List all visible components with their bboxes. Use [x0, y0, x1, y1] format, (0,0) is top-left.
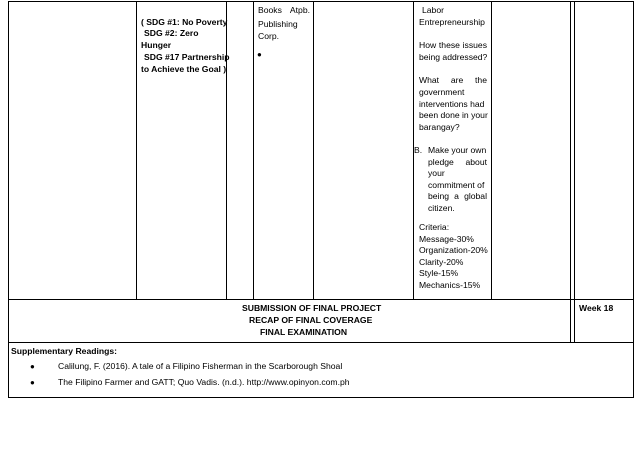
task-labor: Labor: [422, 5, 444, 15]
item-b-marker: B.: [414, 145, 423, 155]
question-word: are: [450, 75, 464, 85]
week-label: Week 18: [579, 303, 614, 313]
question-word: the: [475, 75, 487, 85]
resource-line-2: Publishing: [258, 19, 298, 29]
final-exam-line: FINAL EXAMINATION: [260, 327, 348, 337]
table-border-left: [8, 1, 9, 398]
sdg-line-2: SDG #2: Zero: [144, 28, 199, 38]
criteria-heading: Criteria:: [419, 222, 450, 232]
question-2-line-2: government: [419, 87, 465, 97]
resource-word: Books: [258, 5, 282, 15]
item-b-word: global: [464, 191, 487, 201]
sdg-line-1: ( SDG #1: No Poverty: [141, 17, 228, 27]
question-1-line-1: [419, 40, 487, 51]
question-word: issues: [462, 40, 487, 50]
criteria-item: Organization-20%: [419, 245, 488, 255]
row-divider-1: [8, 299, 634, 300]
col-divider-1: [136, 1, 137, 300]
final-project-line: SUBMISSION OF FINAL PROJECT: [242, 303, 382, 313]
question-word: these: [438, 40, 460, 50]
criteria-item: Style-15%: [419, 268, 459, 278]
question-2-line-1: [419, 75, 487, 86]
question-word: What: [419, 75, 440, 85]
supplementary-heading: Supplementary Readings:: [11, 346, 118, 356]
item-b-word: pledge: [428, 157, 454, 167]
reading-item-1: Calilung, F. (2016). A tale of a Filipino Fisherman in the Scarborough Shoal: [58, 361, 343, 371]
table-border-bottom: [8, 397, 634, 398]
question-2-line-4: been done in your: [419, 110, 488, 120]
sdg-line-5: to Achieve the Goal ): [141, 64, 227, 74]
resource-line-3: Corp.: [258, 31, 280, 41]
item-b-line-2: [428, 157, 487, 168]
reading-item-2: The Filipino Farmer and GATT; Quo Vadis. (n.d.). http://www.opinyon.com.ph: [58, 377, 350, 387]
question-1-line-2: being addressed?: [419, 52, 488, 62]
criteria-item: Mechanics-15%: [419, 280, 481, 290]
table-border-right: [633, 1, 634, 398]
bullet-icon: ●: [30, 362, 35, 371]
question-2-line-3: interventions had: [419, 99, 485, 109]
item-b-word: a: [454, 191, 459, 201]
item-b-line-4: commitment of: [428, 180, 485, 190]
table-border-top: [8, 1, 634, 2]
resource-word: Atpb.: [289, 5, 310, 15]
criteria-item: Clarity-20%: [419, 257, 464, 267]
col-divider-4: [313, 1, 314, 300]
question-2-line-5: barangay?: [419, 122, 460, 132]
item-b-line-1: Make your own: [428, 145, 487, 155]
criteria-item: Message-30%: [419, 234, 474, 244]
col-divider-3: [253, 1, 254, 300]
bullet-icon: ●: [30, 378, 35, 387]
item-b-word: about: [465, 157, 487, 167]
resource-line-1: [258, 5, 310, 16]
sdg-line-4: SDG #17 Partnership: [144, 52, 230, 62]
item-b-line-6: citizen.: [428, 203, 455, 213]
recap-line: RECAP OF FINAL COVERAGE: [249, 315, 373, 325]
bullet-icon: ●: [257, 50, 262, 59]
item-b-word: being: [428, 191, 450, 201]
col-divider-8: [574, 1, 575, 343]
item-b-line-3: your: [428, 168, 445, 178]
task-entrepreneurship: Entrepreneurship: [419, 17, 485, 27]
col-divider-6: [491, 1, 492, 300]
sdg-line-3: Hunger: [141, 40, 172, 50]
item-b-line-5: [428, 191, 487, 202]
col-divider-2: [226, 1, 227, 300]
col-divider-7: [570, 1, 571, 343]
question-word: How: [419, 40, 437, 50]
row-divider-2: [8, 342, 634, 343]
